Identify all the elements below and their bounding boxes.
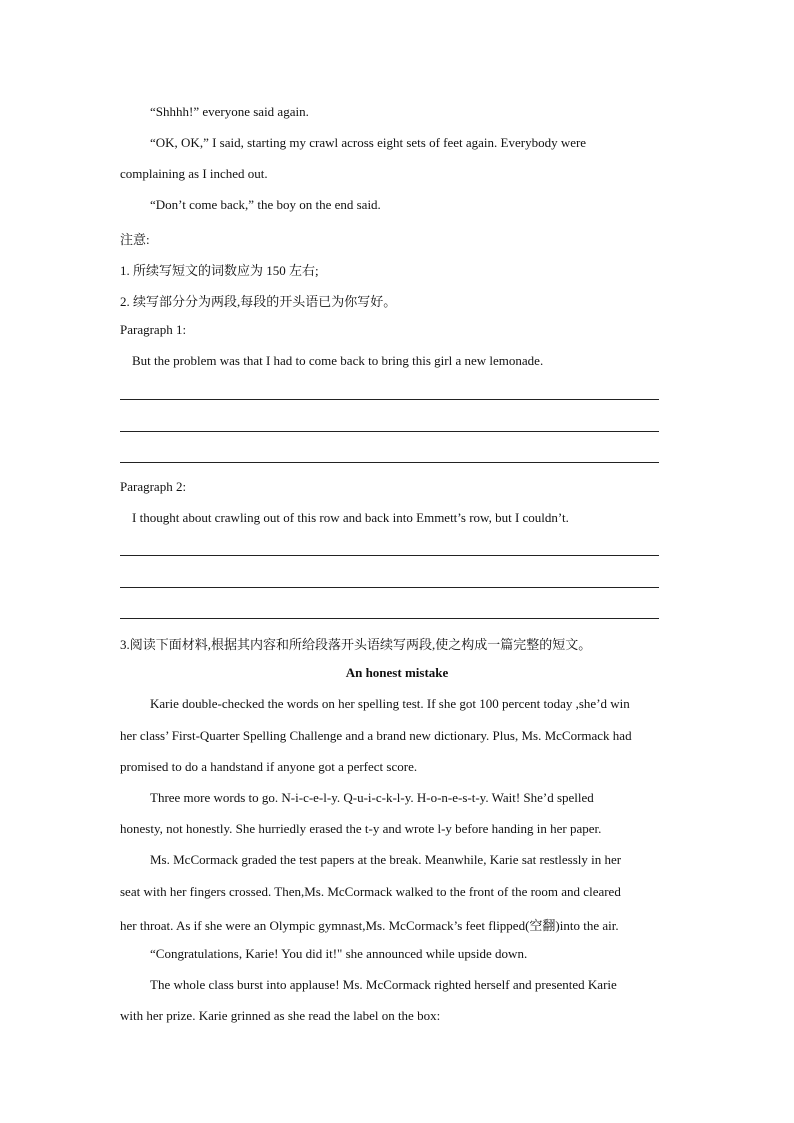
passage-line: her class’ First-Quarter Spelling Challenge and a brand new dictionary. Plus, Ms. McCormack had [120, 728, 632, 743]
story-line: “OK, OK,” I said, starting my crawl across eight sets of feet again. Everybody were [150, 135, 587, 150]
story-line: “Shhhh!” everyone said again. [150, 104, 309, 119]
passage-line: “Congratulations, Karie! You did it!" she announced while upside down. [150, 946, 528, 961]
passage-line: her throat. As if she were an Olympic gymnast,Ms. McCormack’s feet flipped(空翻)into the air. [120, 918, 619, 933]
answer-line [120, 462, 659, 463]
passage-line: with her prize. Karie grinned as she read the label on the box: [120, 1008, 441, 1023]
passage-line: seat with her fingers crossed. Then,Ms. McCormack walked to the front of the room and cleared [120, 884, 621, 899]
note-item: 2. 续写部分分为两段,每段的开头语已为你写好。 [120, 294, 397, 309]
passage-line: Karie double-checked the words on her spelling test. If she got 100 percent today ,she’d win [150, 696, 630, 711]
passage-line: honesty, not honestly. She hurriedly erased the t-y and wrote l-y before handing in her paper. [120, 821, 602, 836]
paragraph2-label: Paragraph 2: [120, 479, 187, 494]
passage-line: Three more words to go. N-i-c-e-l-y. Q-u-i-c-k-l-y. H-o-n-e-s-t-y. Wait! She’d spelled [150, 790, 594, 805]
paragraph1-opening: But the problem was that I had to come back to bring this girl a new lemonade. [132, 353, 544, 368]
paragraph2-opening: I thought about crawling out of this row and back into Emmett’s row, but I couldn’t. [132, 510, 569, 525]
answer-line [120, 399, 659, 400]
answer-line [120, 587, 659, 588]
passage-line: Ms. McCormack graded the test papers at the break. Meanwhile, Karie sat restlessly in her [150, 852, 622, 867]
notes-heading: 注意: [120, 232, 150, 247]
note-item: 1. 所续写短文的词数应为 150 左右; [120, 263, 319, 278]
answer-line [120, 431, 659, 432]
task3-instruction: 3.阅读下面材料,根据其内容和所给段落开头语续写两段,使之构成一篇完整的短文。 [120, 637, 592, 652]
story-line: complaining as I inched out. [120, 166, 268, 181]
answer-line [120, 555, 659, 556]
passage-line: promised to do a handstand if anyone got a perfect score. [120, 759, 418, 774]
answer-line [120, 618, 659, 619]
paragraph1-label: Paragraph 1: [120, 322, 187, 337]
story-line: “Don’t come back,” the boy on the end said. [150, 197, 381, 212]
passage-line: The whole class burst into applause! Ms. McCormack righted herself and presented Karie [150, 977, 617, 992]
passage-title: An honest mistake [345, 665, 449, 680]
